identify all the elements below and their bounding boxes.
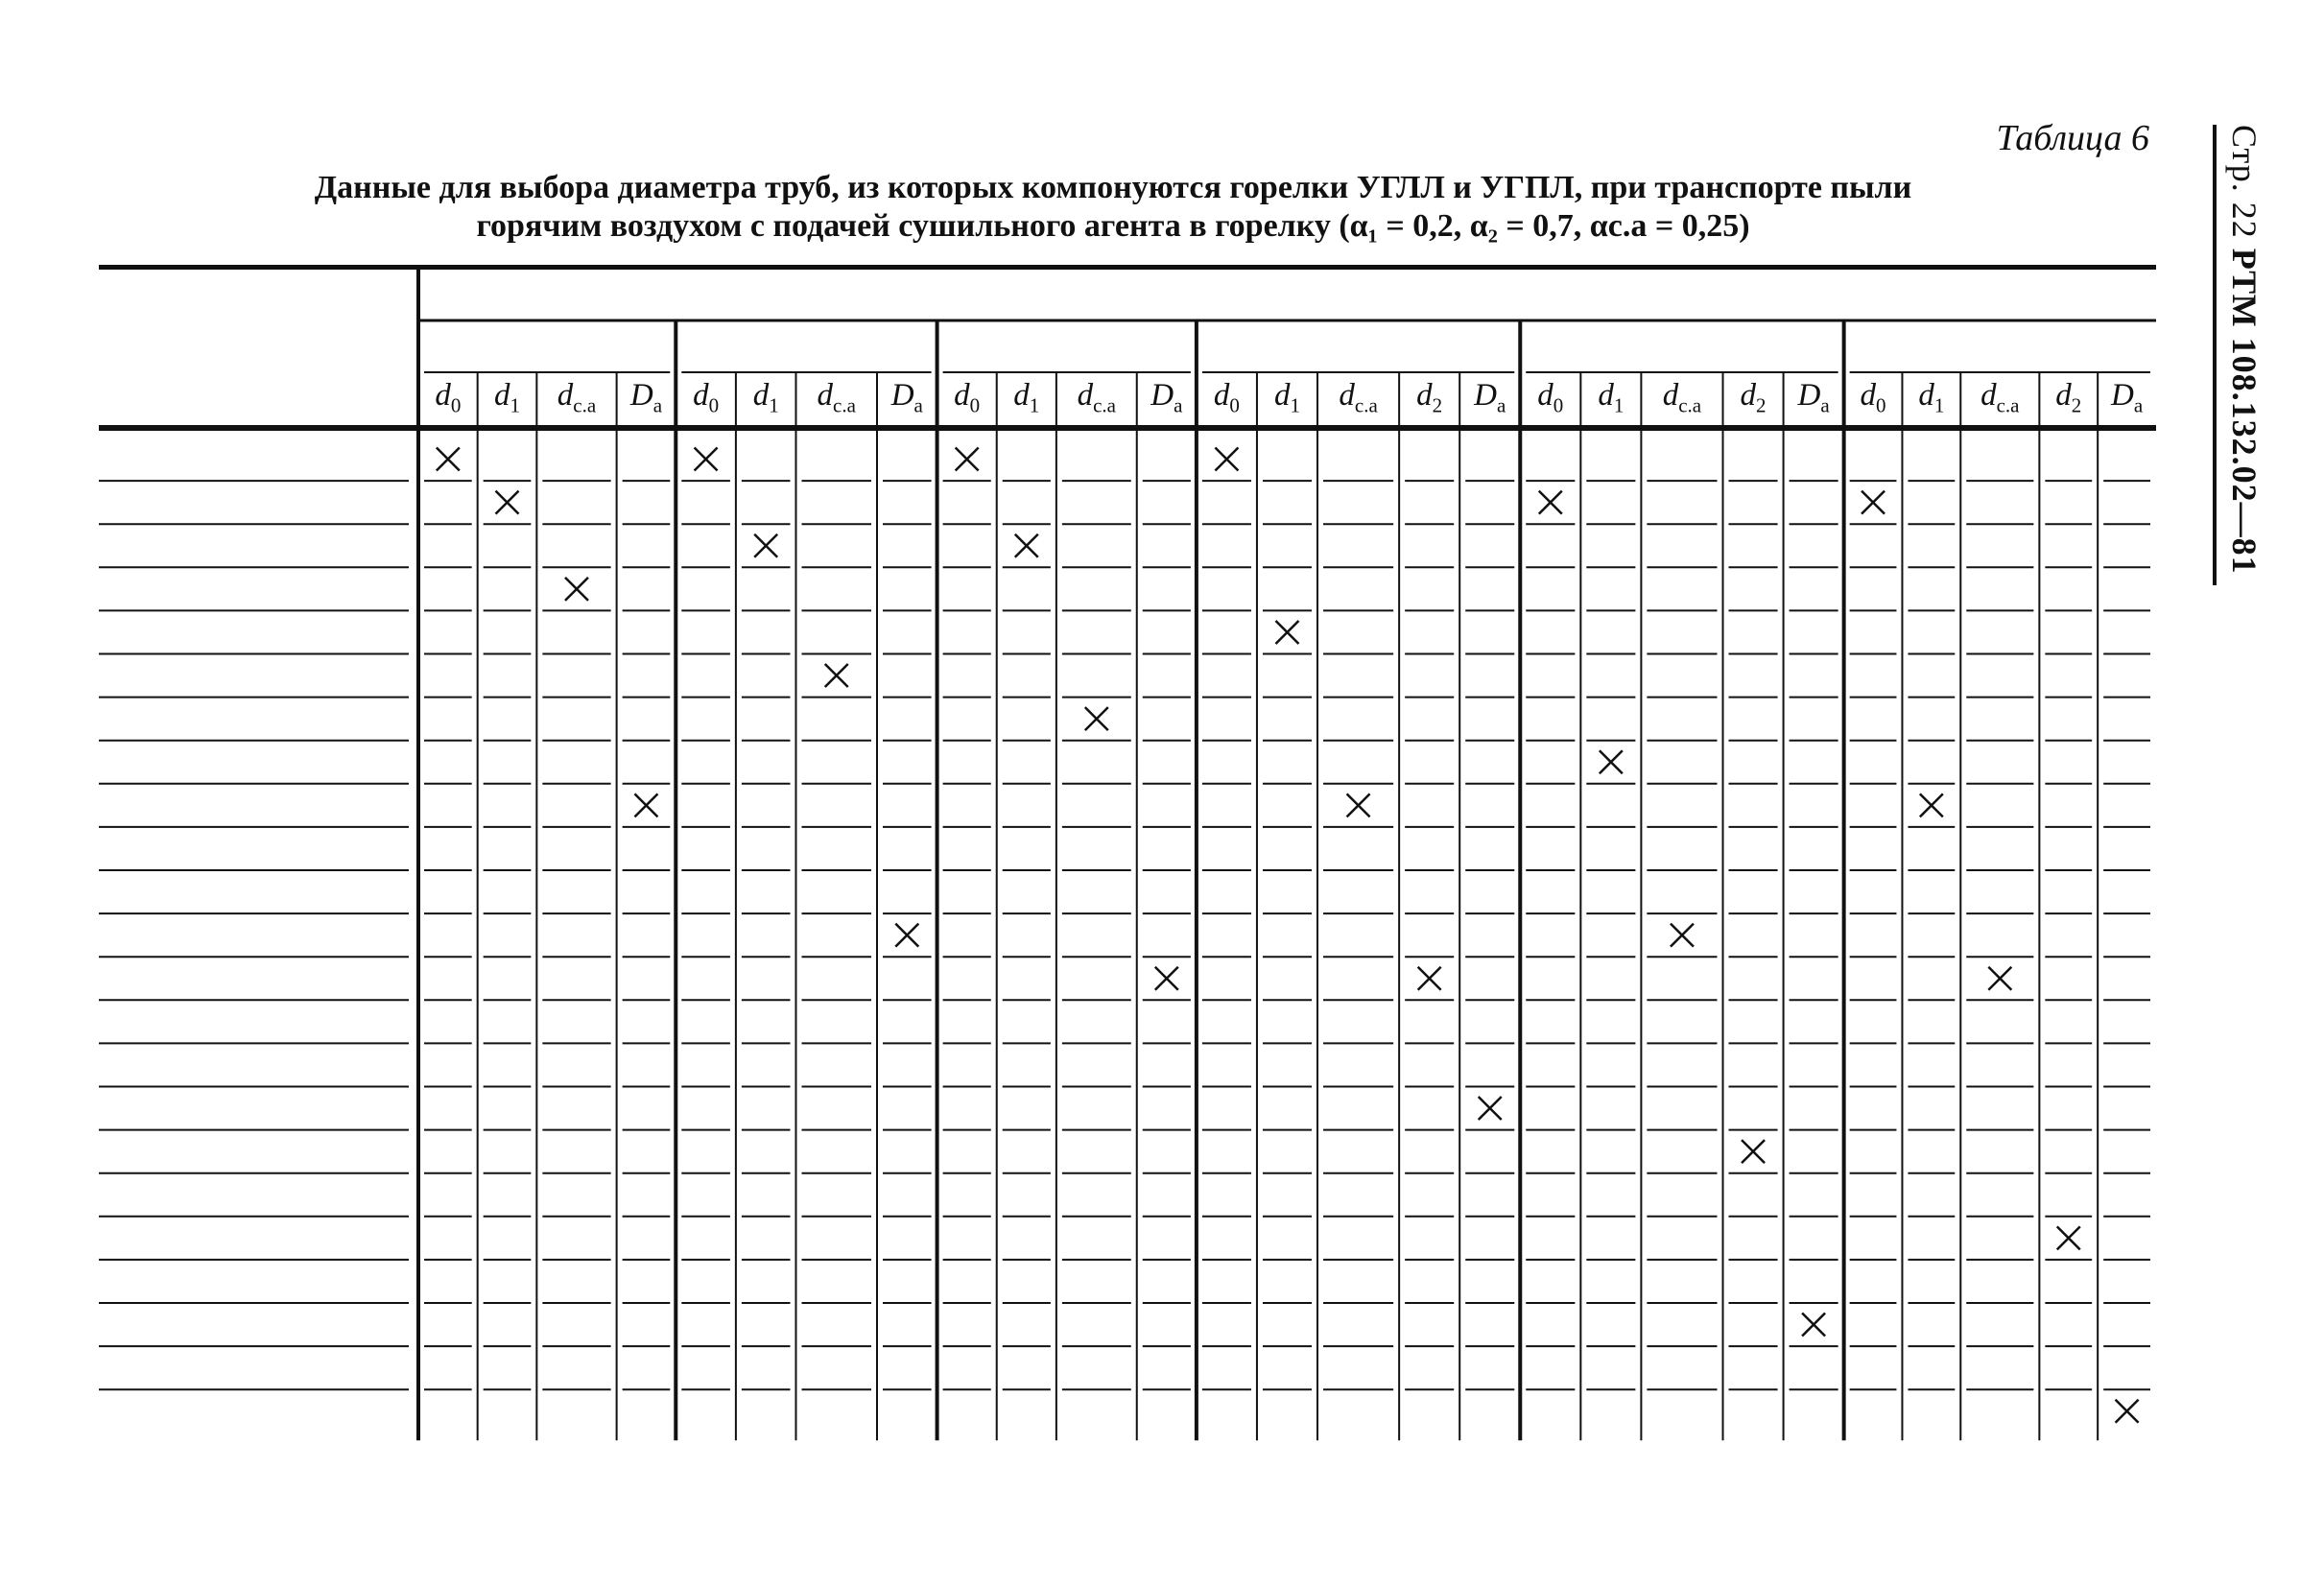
column-subscript: 0 — [1876, 393, 1886, 417]
selection-mark — [2057, 1226, 2080, 1249]
side-reference-code: РТМ 108.132.02—81 — [2225, 248, 2264, 575]
column-subscript: а — [1820, 393, 1830, 417]
caption-line-2: горячим воздухом с подачей сушильного агента в горелку (α₁ = 0,2, α₂ = 0,7, αс.а = 0,25) — [476, 208, 1750, 244]
column-header-dса — [1641, 378, 1722, 418]
column-header-dса — [795, 378, 877, 418]
column-symbol: d — [954, 378, 970, 413]
table-grid — [99, 265, 2156, 1474]
selection-mark — [2116, 1400, 2139, 1423]
selection-mark — [1418, 967, 1441, 990]
column-symbol: D — [890, 378, 914, 413]
column-symbol: d — [693, 378, 709, 413]
selection-mark — [1479, 1097, 1502, 1120]
selection-mark — [1600, 750, 1623, 773]
column-subscript: 1 — [1613, 393, 1624, 417]
column-header-d1 — [736, 378, 796, 418]
column-header-Dа — [877, 378, 937, 418]
column-symbol: D — [1797, 378, 1821, 413]
column-symbol: d — [1273, 378, 1291, 413]
column-header-Dа — [617, 378, 676, 418]
column-symbol: d — [2055, 378, 2072, 413]
column-header-dса — [1317, 378, 1399, 418]
column-symbol: d — [1662, 378, 1679, 413]
side-reference-rule — [2213, 125, 2217, 585]
column-header-Dа — [1784, 378, 1844, 418]
column-subscript: 1 — [769, 393, 779, 417]
selection-mark — [1015, 534, 1038, 557]
column-subscript: 2 — [1756, 393, 1767, 417]
column-header-d0 — [1197, 378, 1257, 418]
column-symbol: d — [435, 378, 451, 413]
column-header-d1 — [997, 378, 1056, 418]
selection-mark — [1539, 491, 1562, 514]
selection-mark — [634, 793, 657, 817]
column-header-Dа — [1137, 378, 1197, 418]
selection-mark — [1215, 448, 1238, 471]
selection-mark — [1347, 793, 1370, 817]
column-header-dса — [1056, 378, 1137, 418]
column-header-d1 — [1257, 378, 1317, 418]
selection-mark — [754, 534, 777, 557]
column-symbol: D — [1150, 378, 1174, 413]
column-symbol: D — [629, 378, 653, 413]
selection-mark — [1155, 967, 1178, 990]
column-subscript: а — [1496, 393, 1506, 417]
column-subscript: 0 — [450, 393, 462, 417]
selection-mark — [825, 664, 848, 687]
selection-mark — [437, 448, 460, 471]
column-header-d1 — [1902, 378, 1960, 418]
table-number-label: Таблица 6 — [1996, 118, 2149, 158]
column-subscript: 1 — [1290, 393, 1300, 417]
diameter-selection-table — [99, 265, 2156, 1474]
selection-mark — [1085, 707, 1108, 730]
selection-mark — [1862, 491, 1885, 514]
column-subscript: 0 — [969, 393, 981, 417]
column-subscript: 2 — [2071, 393, 2082, 417]
column-header-d0 — [1520, 378, 1580, 418]
column-subscript: а — [2133, 393, 2144, 417]
table-caption — [96, 169, 2130, 246]
selection-mark — [695, 448, 718, 471]
column-subscript: с.а — [1354, 393, 1378, 417]
column-symbol: d — [1339, 378, 1355, 413]
side-reference — [2224, 125, 2265, 575]
selection-mark — [956, 448, 979, 471]
selection-mark — [496, 491, 519, 514]
selection-mark — [1920, 793, 1943, 817]
selection-mark — [895, 924, 918, 947]
column-subscript: с.а — [573, 393, 597, 417]
selection-mark — [1275, 621, 1298, 644]
column-header-d1 — [1580, 378, 1641, 418]
column-header-d2 — [1399, 378, 1459, 418]
column-header-Dа — [2098, 378, 2156, 418]
column-subscript: 1 — [510, 393, 520, 417]
column-subscript: а — [652, 393, 663, 417]
column-subscript: 1 — [1933, 393, 1945, 417]
column-symbol: d — [1013, 378, 1030, 413]
column-symbol: d — [1416, 378, 1433, 413]
column-subscript: а — [913, 393, 923, 417]
column-symbol: d — [752, 378, 770, 413]
column-header-d0 — [937, 378, 997, 418]
column-symbol: d — [557, 378, 574, 413]
column-symbol: d — [1918, 378, 1934, 413]
selection-mark — [1742, 1140, 1765, 1163]
selection-mark — [1671, 924, 1694, 947]
column-subscript: с.а — [1093, 393, 1116, 417]
column-subscript: 2 — [1432, 393, 1443, 417]
column-subscript: с.а — [1678, 393, 1702, 417]
selection-mark — [1988, 967, 2011, 990]
column-subscript: с.а — [833, 393, 856, 417]
column-symbol: d — [1213, 378, 1230, 413]
column-symbol: d — [1537, 378, 1553, 413]
column-subscript: с.а — [1996, 393, 2020, 417]
side-reference-page: Стр. 22 — [2225, 125, 2264, 239]
column-header-Dа — [1459, 378, 1520, 418]
column-header-d2 — [1723, 378, 1784, 418]
column-subscript: 0 — [1553, 393, 1564, 417]
column-header-dса — [1960, 378, 2039, 418]
column-header-dса — [536, 378, 616, 418]
column-header-d0 — [418, 378, 478, 418]
column-symbol: D — [2110, 378, 2134, 413]
column-symbol: d — [817, 378, 834, 413]
column-symbol: d — [1740, 378, 1757, 413]
column-header-d0 — [1844, 378, 1903, 418]
column-subscript: 0 — [708, 393, 720, 417]
column-subscript: 1 — [1029, 393, 1040, 417]
column-symbol: d — [1860, 378, 1877, 413]
column-subscript: а — [1174, 393, 1183, 417]
column-symbol: d — [1077, 378, 1094, 413]
column-symbol: d — [494, 378, 510, 413]
column-header-d0 — [676, 378, 736, 418]
column-symbol: d — [1598, 378, 1614, 413]
column-header-d2 — [2039, 378, 2098, 418]
column-subscript: 0 — [1229, 393, 1240, 417]
column-header-d1 — [478, 378, 537, 418]
selection-mark — [565, 578, 588, 601]
caption-line-1: Данные для выбора диаметра труб, из которых компонуются горелки УГЛЛ и УГПЛ, при транспорте пыли — [314, 170, 1912, 205]
column-symbol: D — [1474, 378, 1497, 413]
column-symbol: d — [1980, 378, 1997, 413]
selection-mark — [1802, 1314, 1825, 1337]
